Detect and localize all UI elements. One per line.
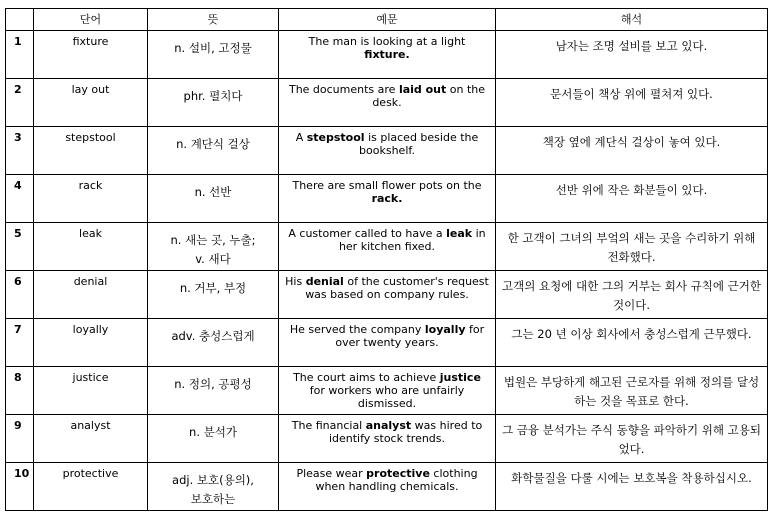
translation-cell: [496, 79, 768, 127]
table-row: [6, 223, 768, 271]
row-number-cell: [6, 223, 34, 271]
translation-cell: [496, 319, 768, 367]
word-text: loyally: [72, 323, 109, 336]
meaning-cell: [148, 415, 279, 463]
example-cell: [279, 175, 496, 223]
header-row: [6, 9, 768, 31]
example-cell: [279, 127, 496, 175]
word-cell: [34, 127, 148, 175]
meaning-cell: [148, 31, 279, 79]
header-example: 예문: [279, 9, 496, 31]
meaning-text: n. 분석가: [189, 425, 237, 439]
row-number-cell: [6, 367, 34, 415]
row-number: 4: [14, 179, 22, 192]
example-before: His: [285, 275, 306, 288]
word-cell: [34, 415, 148, 463]
meaning-text: adj. 보호(용의), 보호하는: [172, 473, 254, 506]
example-after: for over twenty years.: [335, 323, 485, 349]
example-keyword: stepstool: [306, 131, 365, 144]
row-number-cell: [6, 79, 34, 127]
example-keyword: fixture.: [364, 48, 410, 61]
word-text: stepstool: [65, 131, 116, 144]
example-text: [279, 31, 495, 61]
meaning-text: adv. 충성스럽게: [171, 329, 255, 343]
meaning-cell: [148, 367, 279, 415]
row-number: 10: [14, 467, 30, 480]
word-text: fixture: [72, 35, 109, 48]
example-cell: [279, 223, 496, 271]
word-cell: [34, 367, 148, 415]
example-text: [279, 79, 495, 109]
example-keyword: denial: [305, 275, 344, 288]
meaning-text: n. 새는 곳, 누출; v. 새다: [170, 233, 256, 266]
translation-text: 책장 옆에 계단식 걸상이 놓여 있다.: [542, 135, 721, 149]
example-cell: [279, 415, 496, 463]
table-row: [6, 127, 768, 175]
word-text: protective: [62, 467, 119, 480]
translation-cell: [496, 127, 768, 175]
example-cell: [279, 31, 496, 79]
word-text: rack: [78, 179, 103, 192]
row-number-cell: [6, 463, 34, 511]
example-cell: [279, 319, 496, 367]
table-row: [6, 415, 768, 463]
meaning-cell: [148, 127, 279, 175]
example-keyword: rack.: [371, 192, 403, 205]
meaning-text: n. 거부, 부정: [179, 281, 247, 295]
table-row: [6, 319, 768, 367]
row-number: 5: [14, 227, 22, 240]
header-number: [6, 9, 34, 31]
vocabulary-table: [5, 8, 768, 511]
table-body: [6, 31, 768, 511]
meaning-text: n. 정의, 공평성: [174, 377, 252, 391]
example-before: The court aims to achieve: [293, 371, 440, 384]
row-number: 2: [14, 83, 22, 96]
translation-cell: [496, 463, 768, 511]
row-number-cell: [6, 127, 34, 175]
translation-text: 그 금융 분석가는 주식 동향을 파악하기 위해 고용되었다.: [502, 423, 761, 456]
example-cell: [279, 271, 496, 319]
example-text: [279, 463, 495, 493]
word-text: justice: [72, 371, 109, 384]
translation-text: 문서들이 책상 위에 펼쳐져 있다.: [550, 87, 713, 101]
word-text: denial: [73, 275, 108, 288]
example-text: [279, 367, 495, 410]
word-cell: [34, 271, 148, 319]
example-keyword: analyst: [365, 419, 412, 432]
example-after: clothing when handling chemicals.: [315, 467, 478, 493]
example-after: for workers who are unfairly dismissed.: [309, 384, 465, 410]
translation-text: 법원은 부당하게 해고된 근로자를 위해 정의를 달성하는 것을 목표로 한다.: [503, 375, 760, 408]
example-text: [279, 175, 495, 205]
row-number: 7: [14, 323, 22, 336]
translation-cell: [496, 367, 768, 415]
translation-text: 한 고객이 그녀의 부엌의 새는 곳을 수리하기 위해 전화했다.: [507, 231, 756, 264]
example-after: on the desk.: [372, 83, 486, 109]
meaning-text: n. 선반: [194, 185, 232, 199]
example-before: The financial: [291, 419, 366, 432]
row-number: 6: [14, 275, 22, 288]
table-row: [6, 79, 768, 127]
word-text: leak: [79, 227, 102, 240]
meaning-text: n. 계단식 걸상: [176, 137, 250, 151]
header-meaning: 뜻: [148, 9, 279, 31]
example-cell: [279, 79, 496, 127]
example-before: The documents are: [288, 83, 399, 96]
example-before: A: [295, 131, 307, 144]
table-row: [6, 175, 768, 223]
meaning-text: phr. 펼치다: [183, 89, 243, 103]
example-before: A customer called to have a: [288, 227, 447, 240]
example-after: was hired to identify stock trends.: [328, 419, 483, 445]
example-before: He served the company: [289, 323, 425, 336]
translation-text: 고객의 요청에 대한 그의 거부는 회사 규칙에 근거한 것이다.: [502, 279, 761, 312]
row-number: 3: [14, 131, 22, 144]
example-before: The man is looking at a light: [308, 35, 466, 48]
translation-cell: [496, 271, 768, 319]
example-text: [279, 415, 495, 445]
meaning-cell: [148, 223, 279, 271]
row-number: 1: [14, 35, 22, 48]
word-cell: [34, 31, 148, 79]
translation-text: 선반 위에 작은 화분들이 있다.: [555, 183, 708, 197]
row-number-cell: [6, 31, 34, 79]
word-cell: [34, 175, 148, 223]
translation-cell: [496, 31, 768, 79]
example-text: [279, 319, 495, 349]
example-cell: [279, 367, 496, 415]
row-number-cell: [6, 271, 34, 319]
table-row: [6, 463, 768, 511]
translation-text: 화학물질을 다룰 시에는 보호복을 착용하십시오.: [511, 471, 752, 485]
meaning-text: n. 설비, 고정물: [174, 41, 252, 55]
example-after: is placed beside the bookshelf.: [359, 131, 479, 157]
example-keyword: loyally: [424, 323, 466, 336]
header-word: 단어: [34, 9, 148, 31]
example-keyword: leak: [446, 227, 473, 240]
word-cell: [34, 319, 148, 367]
example-after: in her kitchen fixed.: [338, 227, 486, 253]
table-row: [6, 367, 768, 415]
row-number-cell: [6, 415, 34, 463]
table-row: [6, 271, 768, 319]
word-text: analyst: [70, 419, 111, 432]
example-cell: [279, 463, 496, 511]
table-row: [6, 31, 768, 79]
translation-cell: [496, 223, 768, 271]
example-after: of the customer's request was based on company rules.: [305, 275, 489, 301]
example-keyword: laid out: [398, 83, 447, 96]
meaning-cell: [148, 319, 279, 367]
row-number: 9: [14, 419, 22, 432]
meaning-cell: [148, 175, 279, 223]
example-text: [279, 127, 495, 157]
header-translation: 해석: [496, 9, 768, 31]
example-before: Please wear: [296, 467, 367, 480]
meaning-cell: [148, 79, 279, 127]
meaning-cell: [148, 271, 279, 319]
word-cell: [34, 79, 148, 127]
example-text: [279, 271, 495, 301]
translation-cell: [496, 175, 768, 223]
example-text: [279, 223, 495, 253]
example-before: There are small flower pots on the: [292, 179, 482, 192]
example-keyword: protective: [366, 467, 430, 480]
translation-text: 그는 20 년 이상 회사에서 충성스럽게 근무했다.: [511, 327, 752, 341]
translation-cell: [496, 415, 768, 463]
example-keyword: justice: [439, 371, 481, 384]
word-cell: [34, 463, 148, 511]
word-text: lay out: [71, 83, 110, 96]
meaning-cell: [148, 463, 279, 511]
row-number-cell: [6, 175, 34, 223]
word-cell: [34, 223, 148, 271]
row-number-cell: [6, 319, 34, 367]
translation-text: 남자는 조명 설비를 보고 있다.: [555, 39, 708, 53]
row-number: 8: [14, 371, 22, 384]
